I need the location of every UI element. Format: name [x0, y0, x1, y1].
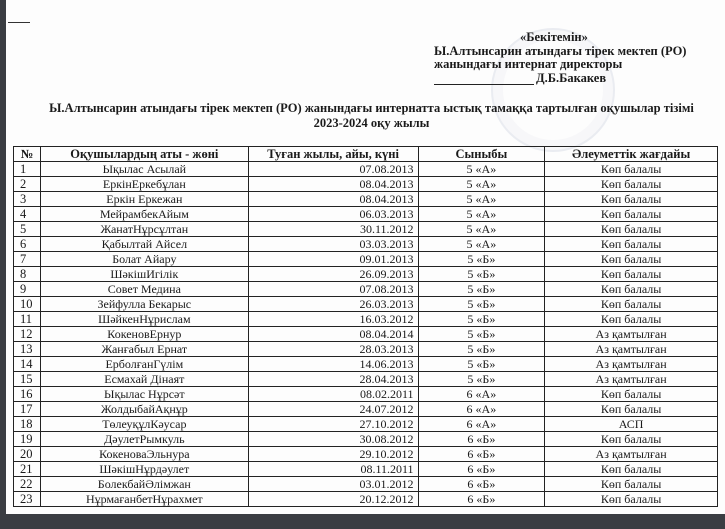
cell-status: Көп балалы	[545, 477, 718, 492]
cell-name: Ықылас Нұрсәт	[40, 387, 248, 402]
cell-dob: 03.03.2013	[248, 237, 418, 252]
table-row	[14, 177, 718, 192]
approval-block	[434, 31, 724, 85]
table-row	[14, 282, 718, 297]
cell-class: 5 «Б»	[418, 372, 545, 387]
cell-class: 6 «А»	[418, 417, 545, 432]
cell-name: Зейфулла Бекарыс	[40, 297, 248, 312]
cell-dob: 08.11.2011	[248, 462, 418, 477]
cell-name: НұрмағанбетНұрахмет	[40, 492, 248, 507]
table-row	[14, 237, 718, 252]
cell-num: 18	[14, 417, 41, 432]
cell-status: Көп балалы	[545, 462, 718, 477]
cell-status: Көп балалы	[545, 432, 718, 447]
cell-dob: 27.10.2012	[248, 417, 418, 432]
cell-num: 14	[14, 357, 41, 372]
cell-class: 6 «Б»	[418, 462, 545, 477]
cell-class: 6 «А»	[418, 402, 545, 417]
table-row	[14, 342, 718, 357]
cell-status: Аз қамтылған	[545, 327, 718, 342]
cell-class: 5 «А»	[418, 177, 545, 192]
signatory-name: Д.Б.Бакакев	[536, 70, 607, 85]
cell-status: Көп балалы	[545, 492, 718, 507]
cell-num: 6	[14, 237, 41, 252]
approval-heading: «Бекітемін»	[520, 30, 588, 44]
cell-class: 5 «Б»	[418, 282, 545, 297]
cell-status: Аз қамтылған	[545, 447, 718, 462]
table-row	[14, 222, 718, 237]
cell-status: Көп балалы	[545, 402, 718, 417]
table-row	[14, 432, 718, 447]
cell-status: Көп балалы	[545, 162, 718, 177]
table-row	[14, 297, 718, 312]
cell-num: 23	[14, 492, 41, 507]
cell-dob: 24.07.2012	[248, 402, 418, 417]
cell-status: Көп балалы	[545, 177, 718, 192]
table-row	[14, 162, 718, 177]
cell-num: 12	[14, 327, 41, 342]
table-row	[14, 312, 718, 327]
cell-class: 5 «А»	[418, 222, 545, 237]
table-row	[14, 462, 718, 477]
cell-num: 8	[14, 267, 41, 282]
cell-name: ШәйкенНұрислам	[40, 312, 248, 327]
cell-num: 17	[14, 402, 41, 417]
cell-dob: 06.03.2013	[248, 207, 418, 222]
table-row	[14, 192, 718, 207]
cell-num: 1	[14, 162, 41, 177]
cell-name: ДәулетРымкуль	[40, 432, 248, 447]
cell-status: АСП	[545, 417, 718, 432]
cell-status: Көп балалы	[545, 267, 718, 282]
cell-num: 2	[14, 177, 41, 192]
cell-class: 5 «Б»	[418, 342, 545, 357]
cell-dob: 16.03.2012	[248, 312, 418, 327]
cell-dob: 08.04.2014	[248, 327, 418, 342]
cell-name: Есмахай Дінаят	[40, 372, 248, 387]
cell-class: 5 «А»	[418, 162, 545, 177]
cell-num: 9	[14, 282, 41, 297]
cell-name: ЖанатНұрсұлтан	[40, 222, 248, 237]
signature-line	[434, 72, 724, 86]
cell-name: ТөлеуқұлКәусар	[40, 417, 248, 432]
cell-dob: 07.08.2013	[248, 282, 418, 297]
table-row	[14, 267, 718, 282]
cell-num: 21	[14, 462, 41, 477]
cell-status: Көп балалы	[545, 192, 718, 207]
title-line-1: Ы.Алтынсарин атындағы тірек мектеп (РО) жанындағы интернатта ыстық тамаққа тартылған оқушылар тізімі	[49, 101, 694, 115]
cell-dob: 14.06.2013	[248, 357, 418, 372]
cell-class: 5 «А»	[418, 237, 545, 252]
cell-dob: 08.02.2011	[248, 387, 418, 402]
cell-name: ШәкішНұрдәулет	[40, 462, 248, 477]
cell-dob: 30.08.2012	[248, 432, 418, 447]
cell-num: 15	[14, 372, 41, 387]
table-row	[14, 477, 718, 492]
table-row	[14, 372, 718, 387]
approval-line-1: Ы.Алтынсарин атындағы тірек мектеп (РО)	[434, 43, 687, 58]
cell-num: 10	[14, 297, 41, 312]
cell-class: 5 «Б»	[418, 252, 545, 267]
approval-line-2: жанындағы интернат директоры	[434, 57, 623, 71]
cell-status: Аз қамтылған	[545, 357, 718, 372]
cell-class: 6 «Б»	[418, 477, 545, 492]
cell-num: 19	[14, 432, 41, 447]
cell-status: Аз қамтылған	[545, 342, 718, 357]
table-row	[14, 447, 718, 462]
cell-name: ЕркінЕркебұлан	[40, 177, 248, 192]
header-num: №	[14, 147, 41, 162]
document-page	[6, 0, 725, 514]
cell-name: Жанғабыл Ернат	[40, 342, 248, 357]
cell-class: 6 «Б»	[418, 447, 545, 462]
cell-name: ЕрболғанГүлім	[40, 357, 248, 372]
cell-dob: 26.09.2013	[248, 267, 418, 282]
cell-name: МейрамбекАйым	[40, 207, 248, 222]
table-row	[14, 357, 718, 372]
cell-class: 6 «Б»	[418, 432, 545, 447]
table-row	[14, 402, 718, 417]
cell-status: Көп балалы	[545, 282, 718, 297]
header-status: Әлеуметтік жағдайы	[545, 147, 718, 162]
header-dob: Туған жылы, айы, күні	[248, 147, 418, 162]
signature-underline	[434, 74, 534, 85]
cell-dob: 20.12.2012	[248, 492, 418, 507]
cell-num: 16	[14, 387, 41, 402]
cell-dob: 07.08.2013	[248, 162, 418, 177]
cell-class: 5 «Б»	[418, 297, 545, 312]
cell-dob: 08.04.2013	[248, 192, 418, 207]
cell-num: 22	[14, 477, 41, 492]
table-row	[14, 252, 718, 267]
header-name: Оқушылардың аты - жөні	[40, 147, 248, 162]
cell-class: 5 «А»	[418, 192, 545, 207]
cell-name: Қабылтай Айсел	[40, 237, 248, 252]
cell-dob: 30.11.2012	[248, 222, 418, 237]
cell-name: КокеноваЭльнура	[40, 447, 248, 462]
student-table	[13, 146, 718, 507]
cell-name: БолекбайӘлімжан	[40, 477, 248, 492]
table-row	[14, 417, 718, 432]
table-row	[14, 492, 718, 507]
title-line-2: 2023-2024 оқу жылы	[313, 116, 430, 130]
cell-status: Көп балалы	[545, 252, 718, 267]
cell-name: Болат Айару	[40, 252, 248, 267]
corner-mark	[8, 22, 30, 23]
cell-name: ЖолдыбайАқнұр	[40, 402, 248, 417]
cell-num: 3	[14, 192, 41, 207]
header-class: Сыныбы	[418, 147, 545, 162]
cell-status: Көп балалы	[545, 207, 718, 222]
cell-dob: 28.03.2013	[248, 342, 418, 357]
cell-dob: 26.03.2013	[248, 297, 418, 312]
cell-num: 7	[14, 252, 41, 267]
cell-name: Ықылас Асылай	[40, 162, 248, 177]
cell-status: Көп балалы	[545, 297, 718, 312]
cell-class: 6 «Б»	[418, 492, 545, 507]
table-row	[14, 327, 718, 342]
document-title	[12, 101, 725, 131]
cell-status: Көп балалы	[545, 312, 718, 327]
cell-num: 5	[14, 222, 41, 237]
cell-class: 5 «Б»	[418, 312, 545, 327]
cell-dob: 28.04.2013	[248, 372, 418, 387]
cell-num: 11	[14, 312, 41, 327]
cell-num: 20	[14, 447, 41, 462]
cell-dob: 08.04.2013	[248, 177, 418, 192]
cell-status: Көп балалы	[545, 387, 718, 402]
cell-name: КокеновЕрнур	[40, 327, 248, 342]
cell-name: Еркін Еркежан	[40, 192, 248, 207]
cell-class: 5 «Б»	[418, 357, 545, 372]
cell-class: 5 «Б»	[418, 327, 545, 342]
cell-name: ШәкішИгілік	[40, 267, 248, 282]
table-header-row	[14, 147, 718, 162]
cell-num: 13	[14, 342, 41, 357]
cell-class: 5 «А»	[418, 207, 545, 222]
table-row	[14, 387, 718, 402]
table-row	[14, 207, 718, 222]
cell-num: 4	[14, 207, 41, 222]
cell-class: 5 «Б»	[418, 267, 545, 282]
cell-status: Көп балалы	[545, 237, 718, 252]
cell-dob: 09.01.2013	[248, 252, 418, 267]
cell-status: Көп балалы	[545, 222, 718, 237]
cell-class: 6 «А»	[418, 387, 545, 402]
cell-dob: 29.10.2012	[248, 447, 418, 462]
cell-dob: 03.01.2012	[248, 477, 418, 492]
cell-name: Совет Медина	[40, 282, 248, 297]
cell-status: Аз қамтылған	[545, 372, 718, 387]
